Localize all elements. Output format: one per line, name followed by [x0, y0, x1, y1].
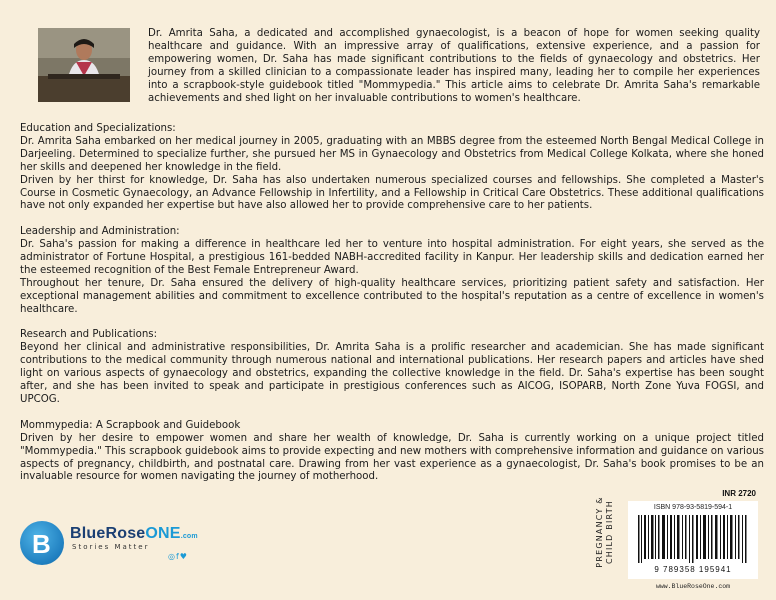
price-label: INR 2720: [722, 489, 756, 498]
category-label: [590, 492, 620, 580]
leadership-title: Leadership and Administration:: [20, 226, 180, 238]
author-photo: [38, 28, 130, 102]
publisher-name-accent: ONE: [145, 525, 181, 542]
leadership-section: [20, 226, 764, 316]
category-text: PREGNANCY & CHILD BIRTH: [595, 496, 614, 568]
author-photo-image: [38, 28, 130, 102]
research-section: [20, 329, 764, 406]
education-paragraph-2: Driven by her thirst for knowledge, Dr. Saha has also undertaken numerous specialized courses and fellowships. She completed a Master's Course in Cosmetic Gynaecology, an Advance Fellowship in Infertility, and a Fellowship in Critical Care Obstetrics. These additional qualifications have not only expanded her expertise but have also allowed her to provide comprehensive care to her patients.: [20, 174, 764, 212]
publisher-logo: [20, 521, 200, 571]
research-title: Research and Publications:: [20, 329, 158, 341]
social-media-icons: ◎f♥: [168, 552, 188, 561]
mommypedia-paragraph-1: Driven by her desire to empower women and share her wealth of knowledge, Dr. Saha is currently working on a unique project titled "Mommypedia." This scrapbook guidebook aims to provide expecting and new mothers with comprehensive information and guidance on various aspects of pregnancy, childbirth, and postnatal care. Drawing from her vast experience as a gynaecologist, Dr. Saha's book promises to be an invaluable resource for women navigating the journey of motherhood.: [20, 432, 764, 483]
leadership-paragraph-1: Dr. Saha's passion for making a difference in healthcare led her to venture into hospital administration. For eight years, she served as the administrator of Fortune Hospital, a prestigious 161-bedded NABH-accredited facility in Kanpur. Her leadership skills and dedication earned her the esteemed recognition of the Best Female Entrepreneur Award.: [20, 239, 764, 276]
barcode-icon: [636, 515, 750, 563]
barcode-panel: [628, 489, 758, 579]
leadership-paragraph-2: Throughout her tenure, Dr. Saha ensured the delivery of high-quality healthcare services, prioritizing patient safety and satisfaction. Her exceptional management abilities and commitment to excellence contributed to the hospital's reputation as a centre of excellence in women's healthcare.: [20, 277, 764, 315]
publisher-name-suffix: .com: [180, 533, 198, 540]
education-section: [20, 123, 764, 213]
mommypedia-title: Mommypedia: A Scrapbook and Guidebook: [20, 419, 241, 431]
education-paragraph-1: Dr. Amrita Saha embarked on her medical journey in 2005, graduating with an MBBS degree from the esteemed North Bengal Medical College in Darjeeling. Determined to specialize further, she pursued her MS in Gynaecology and Obstetrics from Medical College Kolkata, where she honed her skills and deepened her knowledge in the field.: [20, 135, 764, 173]
isbn-label: ISBN 978-93-5819-594-1: [653, 504, 733, 511]
article-body: [20, 123, 764, 497]
publisher-name-main: BlueRose: [70, 525, 146, 542]
publisher-logo-icon: [20, 521, 64, 565]
research-paragraph-1: Beyond her clinical and administrative responsibilities, Dr. Amrita Saha is a prolific researcher and academician. She has made significant contributions to the medical community through numerous national and international publications. Her research papers and articles have shed light on various aspects of gynaecology and obstetrics, expanding the collective knowledge in the field. Dr. Saha's expertise has been sought after, and she has been invited to speak and participate in prestigious conferences such as AICOG, ISOPARB, North Zone Yuva FOGSI, and UPCOG.: [20, 342, 764, 405]
education-title: Education and Specializations:: [20, 123, 176, 134]
intro-paragraph: Dr. Amrita Saha, a dedicated and accomplished gynaecologist, is a beacon of hope for women seeking quality healthcare and guidance. With an impressive array of qualifications, extensive experience, and a passion for empowering women, Dr. Saha has made significant contributions to the fields of gynaecology and obstetrics. Her journey from a skilled clinician to a compassionate leader has inspired many, leading her to compile her experiences into a scrapbook-style guidebook titled "Mommypedia." This article aims to celebrate Dr. Amrita Saha's remarkable achievements and shed light on her invaluable contributions to women's healthcare.: [148, 28, 760, 104]
barcode-digits: 9 789358 195941: [654, 565, 732, 574]
publisher-website: www.BlueRoseOne.com: [655, 583, 731, 590]
mommypedia-section: [20, 420, 764, 485]
publisher-logo-letter: B: [32, 529, 51, 559]
publisher-tagline: Stories Matter: [72, 543, 150, 551]
publisher-name: [70, 525, 198, 543]
